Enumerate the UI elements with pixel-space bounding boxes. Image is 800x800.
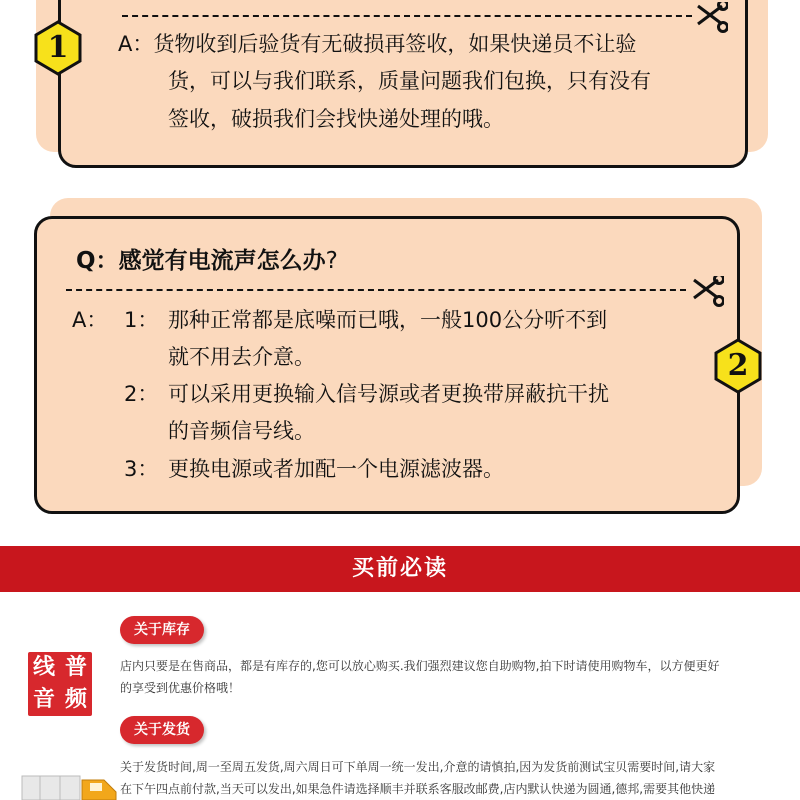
delivery-truck-icon bbox=[20, 770, 120, 800]
seal-char: 频 bbox=[64, 687, 87, 712]
answer-line: 签收，破损我们会找快递处理的哦。 bbox=[168, 107, 504, 131]
answer-line: 货，可以与我们联系，质量问题我们包换，只有没有 bbox=[168, 69, 651, 93]
brand-seal-logo bbox=[28, 652, 92, 716]
answer-line: A：货物收到后验货有无破损再签收，如果快递员不让验 bbox=[118, 32, 637, 56]
answer-line: 就不用去介意。 bbox=[168, 345, 315, 369]
stock-text-line: 的享受到优惠价格哦！ bbox=[120, 681, 241, 695]
number-badge-2 bbox=[714, 338, 762, 394]
dashed-divider bbox=[122, 15, 692, 17]
answer-line: 那种正常都是底噪而已哦，一般100公分听不到 bbox=[168, 308, 608, 332]
seal-char: 音 bbox=[32, 687, 55, 712]
seal-char: 线 bbox=[32, 655, 55, 680]
answer-prefix: A： bbox=[72, 308, 108, 332]
scissors-icon bbox=[690, 276, 724, 310]
answer-item-number: 2： bbox=[124, 382, 159, 406]
tag-stock: 关于库存 bbox=[120, 616, 204, 644]
answer-line: 的音频信号线。 bbox=[168, 419, 315, 443]
answer-line: 可以采用更换输入信号源或者更换带屏蔽抗干扰 bbox=[168, 382, 609, 406]
shipping-text-line: 关于发货时间,周一至周五发货,周六周日可下单周一统一发出,介意的请慎拍,因为发货前测试宝贝需要时间,请大家 bbox=[120, 760, 716, 774]
question-heading bbox=[76, 242, 338, 280]
answer-item-number: 1： bbox=[124, 308, 159, 332]
question-prefix: Q： bbox=[76, 248, 119, 274]
tag-shipping: 关于发货 bbox=[120, 716, 204, 744]
badge-number: 2 bbox=[727, 348, 749, 383]
question-mark: ? bbox=[325, 248, 338, 274]
answer-item-number: 3： bbox=[124, 457, 159, 481]
shipping-text-line: 在下午四点前付款,当天可以发出,如果急件请选择顺丰并联系客服改邮费,店内默认快递为圆通,德邦,需要其他快递 bbox=[120, 782, 716, 796]
question-text: 感觉有电流声怎么办 bbox=[118, 248, 326, 274]
seal-char: 普 bbox=[64, 655, 87, 680]
stock-text-line: 店内只要是在售商品，都是有库存的,您可以放心购买.我们强烈建议您自助购物,拍下时请使用购物车，以方便更好 bbox=[120, 659, 720, 673]
answer-line: 更换电源或者加配一个电源滤波器。 bbox=[168, 457, 504, 481]
notice-title: 买前必读 bbox=[351, 556, 448, 581]
dashed-divider bbox=[66, 289, 686, 291]
badge-number: 1 bbox=[47, 30, 69, 65]
scissors-icon bbox=[694, 2, 728, 36]
number-badge-1 bbox=[34, 20, 82, 76]
